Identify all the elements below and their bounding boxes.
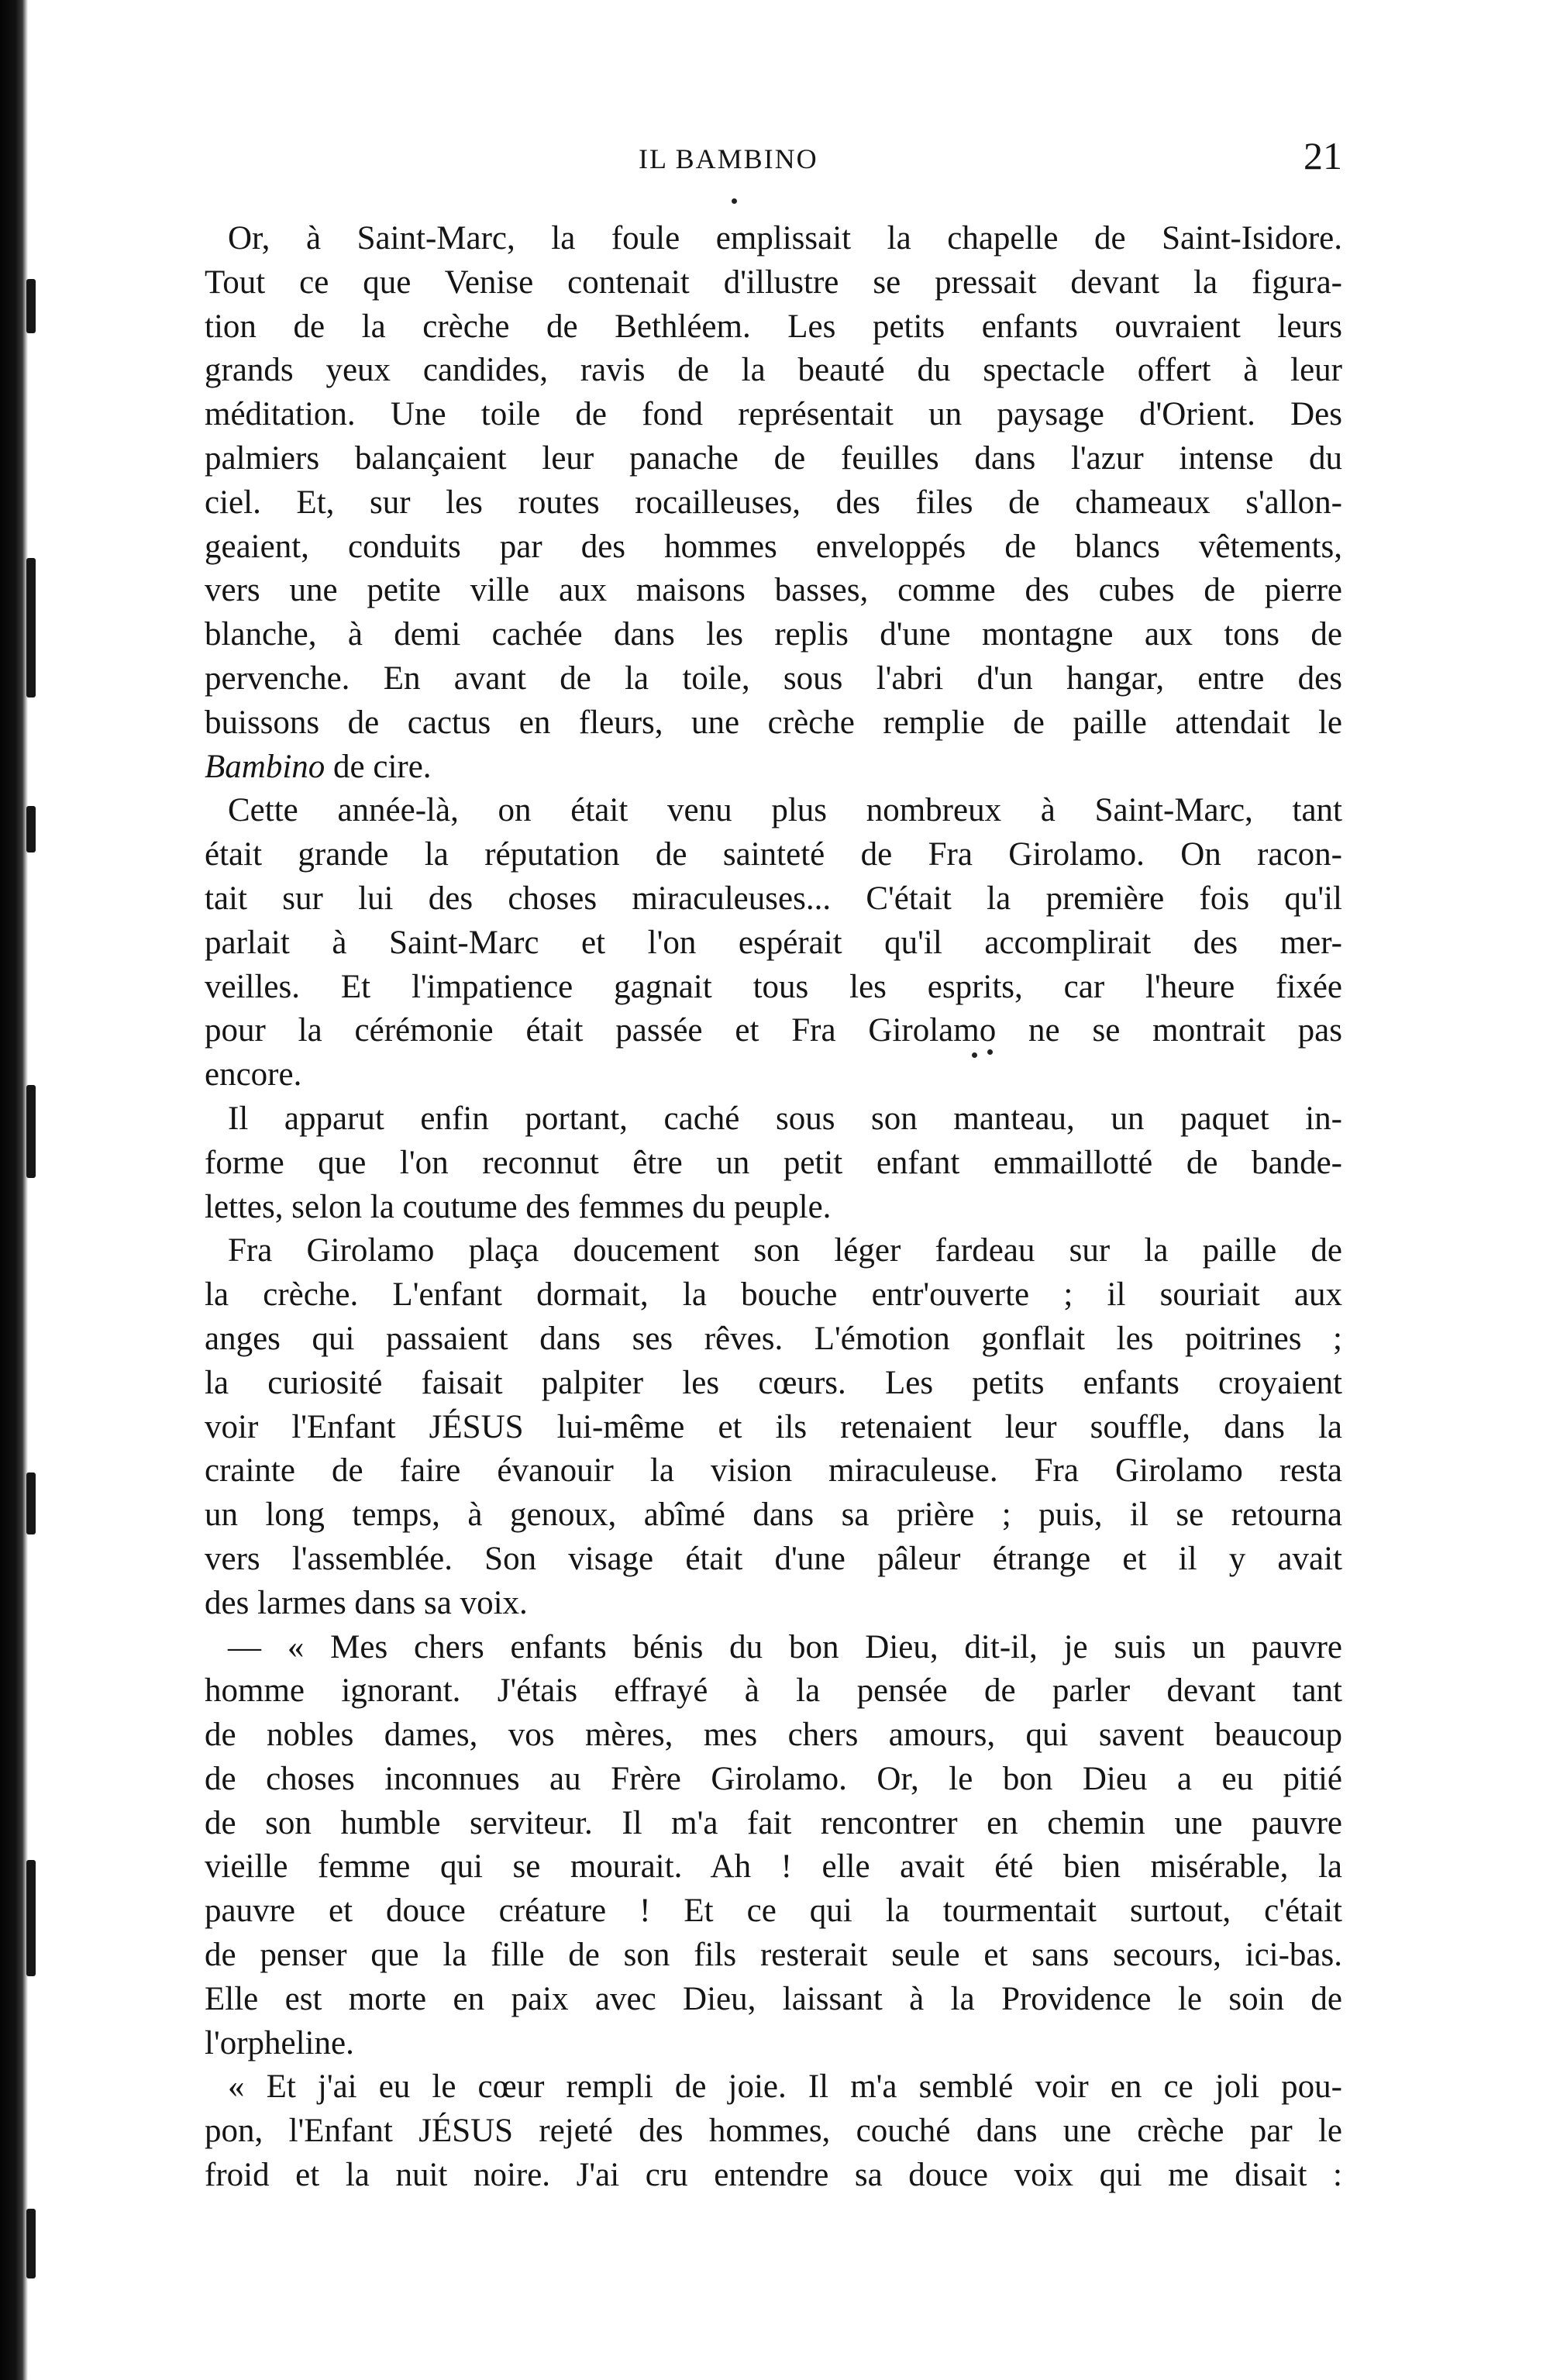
text-fragment: de cire. [325,748,432,785]
text-line: l'orpheline. [205,2024,354,2061]
text-line: Tout ce que Venise contenait d'illustre se pressait devant la figura- [205,263,1342,301]
running-title: IL BAMBINO [639,143,818,174]
text-line: vieille femme qui se mourait. Ah ! elle avait été bien misérable, la [205,1848,1342,1886]
text-line: vers une petite ville aux maisons basses, comme des cubes de pierre [205,572,1342,609]
text-line [205,746,1342,790]
text-line: Or, à Saint-Marc, la foule emplissait la chapelle de Saint-Isidore. [228,220,1342,257]
binding-shadow-mark [26,1860,36,1976]
text-line: geaient, conduits par des hommes enveloppés de blancs vêtements, [205,528,1342,565]
text-line: lettes, selon la coutume des femmes du peuple. [205,1188,832,1225]
binding-shadow-mark [26,279,36,333]
text-line: grands yeux candides, ravis de la beauté du spectacle offert à leur [205,352,1342,389]
text-line: était grande la réputation de sainteté de Fra Girolamo. On racon- [205,836,1342,873]
binding-shadow-mark [26,558,36,697]
text-line: Il apparut enfin portant, caché sous son manteau, un paquet in- [228,1100,1342,1137]
text-line: pauvre et douce créature ! Et ce qui la tourmentait surtout, c'était [205,1893,1342,1930]
text-line: anges qui passaient dans ses rêves. L'émotion gonflait les poitrines ; [205,1320,1342,1357]
text-line: voir l'Enfant JÉSUS lui-même et ils retenaient leur souffle, dans la [205,1408,1342,1445]
text-line: méditation. Une toile de fond représentait un paysage d'Orient. Des [205,396,1342,433]
page-binding-edge [0,0,28,2380]
italic-word: Bambino [205,748,325,785]
text-line: pervenche. En avant de la toile, sous l'abri d'un hangar, entre des [205,660,1342,697]
text-line: Elle est morte en paix avec Dieu, laissant à la Providence le soin de [205,1980,1342,2017]
text-line: « Et j'ai eu le cœur rempli de joie. Il m'a semblé voir en ce joli pou- [228,2068,1342,2106]
text-line: de nobles dames, vos mères, mes chers amours, qui savent beaucoup [205,1717,1342,1754]
text-line: la curiosité faisait palpiter les cœurs. Les petits enfants croyaient [205,1364,1342,1401]
text-line: de son humble serviteur. Il m'a fait rencontrer en chemin une pauvre [205,1804,1342,1841]
text-line: palmiers balançaient leur panache de feuilles dans l'azur intense du [205,439,1342,477]
text-line: Cette année-là, on était venu plus nombreux à Saint-Marc, tant [228,792,1342,829]
binding-shadow-mark [26,1472,36,1534]
text-line: forme que l'on reconnut être un petit enfant emmaillotté de bande- [205,1144,1342,1181]
text-line: encore. [205,1056,302,1094]
print-speck [732,198,737,204]
text-line: vers l'assemblée. Son visage était d'une pâleur étrange et il y avait [205,1540,1342,1577]
text-line: — « Mes chers enfants bénis du bon Dieu, dit-il, je suis un pauvre [228,1628,1342,1665]
text-line: buissons de cactus en fleurs, une crèche remplie de paille attendait le [205,704,1342,741]
text-line: blanche, à demi cachée dans les replis d'une montagne aux tons de [205,616,1342,653]
text-line: pon, l'Enfant JÉSUS rejeté des hommes, couché dans une crèche par le [205,2113,1342,2150]
text-line: un long temps, à genoux, abîmé dans sa prière ; puis, il se retourna [205,1497,1342,1534]
text-line: parlait à Saint-Marc et l'on espérait qu'il accomplirait des mer- [205,924,1342,961]
page-header [205,136,1342,183]
text-line: tait sur lui des choses miraculeuses... C'était la première fois qu'il [205,880,1342,917]
binding-shadow-mark [26,806,36,852]
text-line: ciel. Et, sur les routes rocailleuses, des files de chameaux s'allon- [205,484,1342,521]
text-line: homme ignorant. J'étais effrayé à la pensée de parler devant tant [205,1672,1342,1710]
binding-shadow-mark [26,1085,36,1178]
text-line: la crèche. L'enfant dormait, la bouche entr'ouverte ; il souriait aux [205,1276,1342,1314]
text-line: Fra Girolamo plaça doucement son léger fardeau sur la paille de [228,1232,1342,1269]
text-line: des larmes dans sa voix. [205,1584,528,1621]
page-number: 21 [1304,134,1342,177]
text-line: de penser que la fille de son fils resterait seule et sans secours, ici-bas. [205,1937,1342,1974]
text-line: veilles. Et l'impatience gagnait tous les esprits, car l'heure fixée [205,968,1342,1005]
text-line: froid et la nuit noire. J'ai cru entendre sa douce voix qui me disait : [205,2157,1342,2194]
text-line: tion de la crèche de Bethléem. Les petits enfants ouvraient leurs [205,308,1342,345]
text-line: crainte de faire évanouir la vision miraculeuse. Fra Girolamo resta [205,1452,1342,1490]
binding-shadow-mark [26,2209,36,2278]
text-line: pour la cérémonie était passée et Fra Girolamo ne se montrait pas [205,1012,1342,1049]
text-line: de choses inconnues au Frère Girolamo. Or, le bon Dieu a eu pitié [205,1760,1342,1797]
page-body-text [205,217,1342,2198]
